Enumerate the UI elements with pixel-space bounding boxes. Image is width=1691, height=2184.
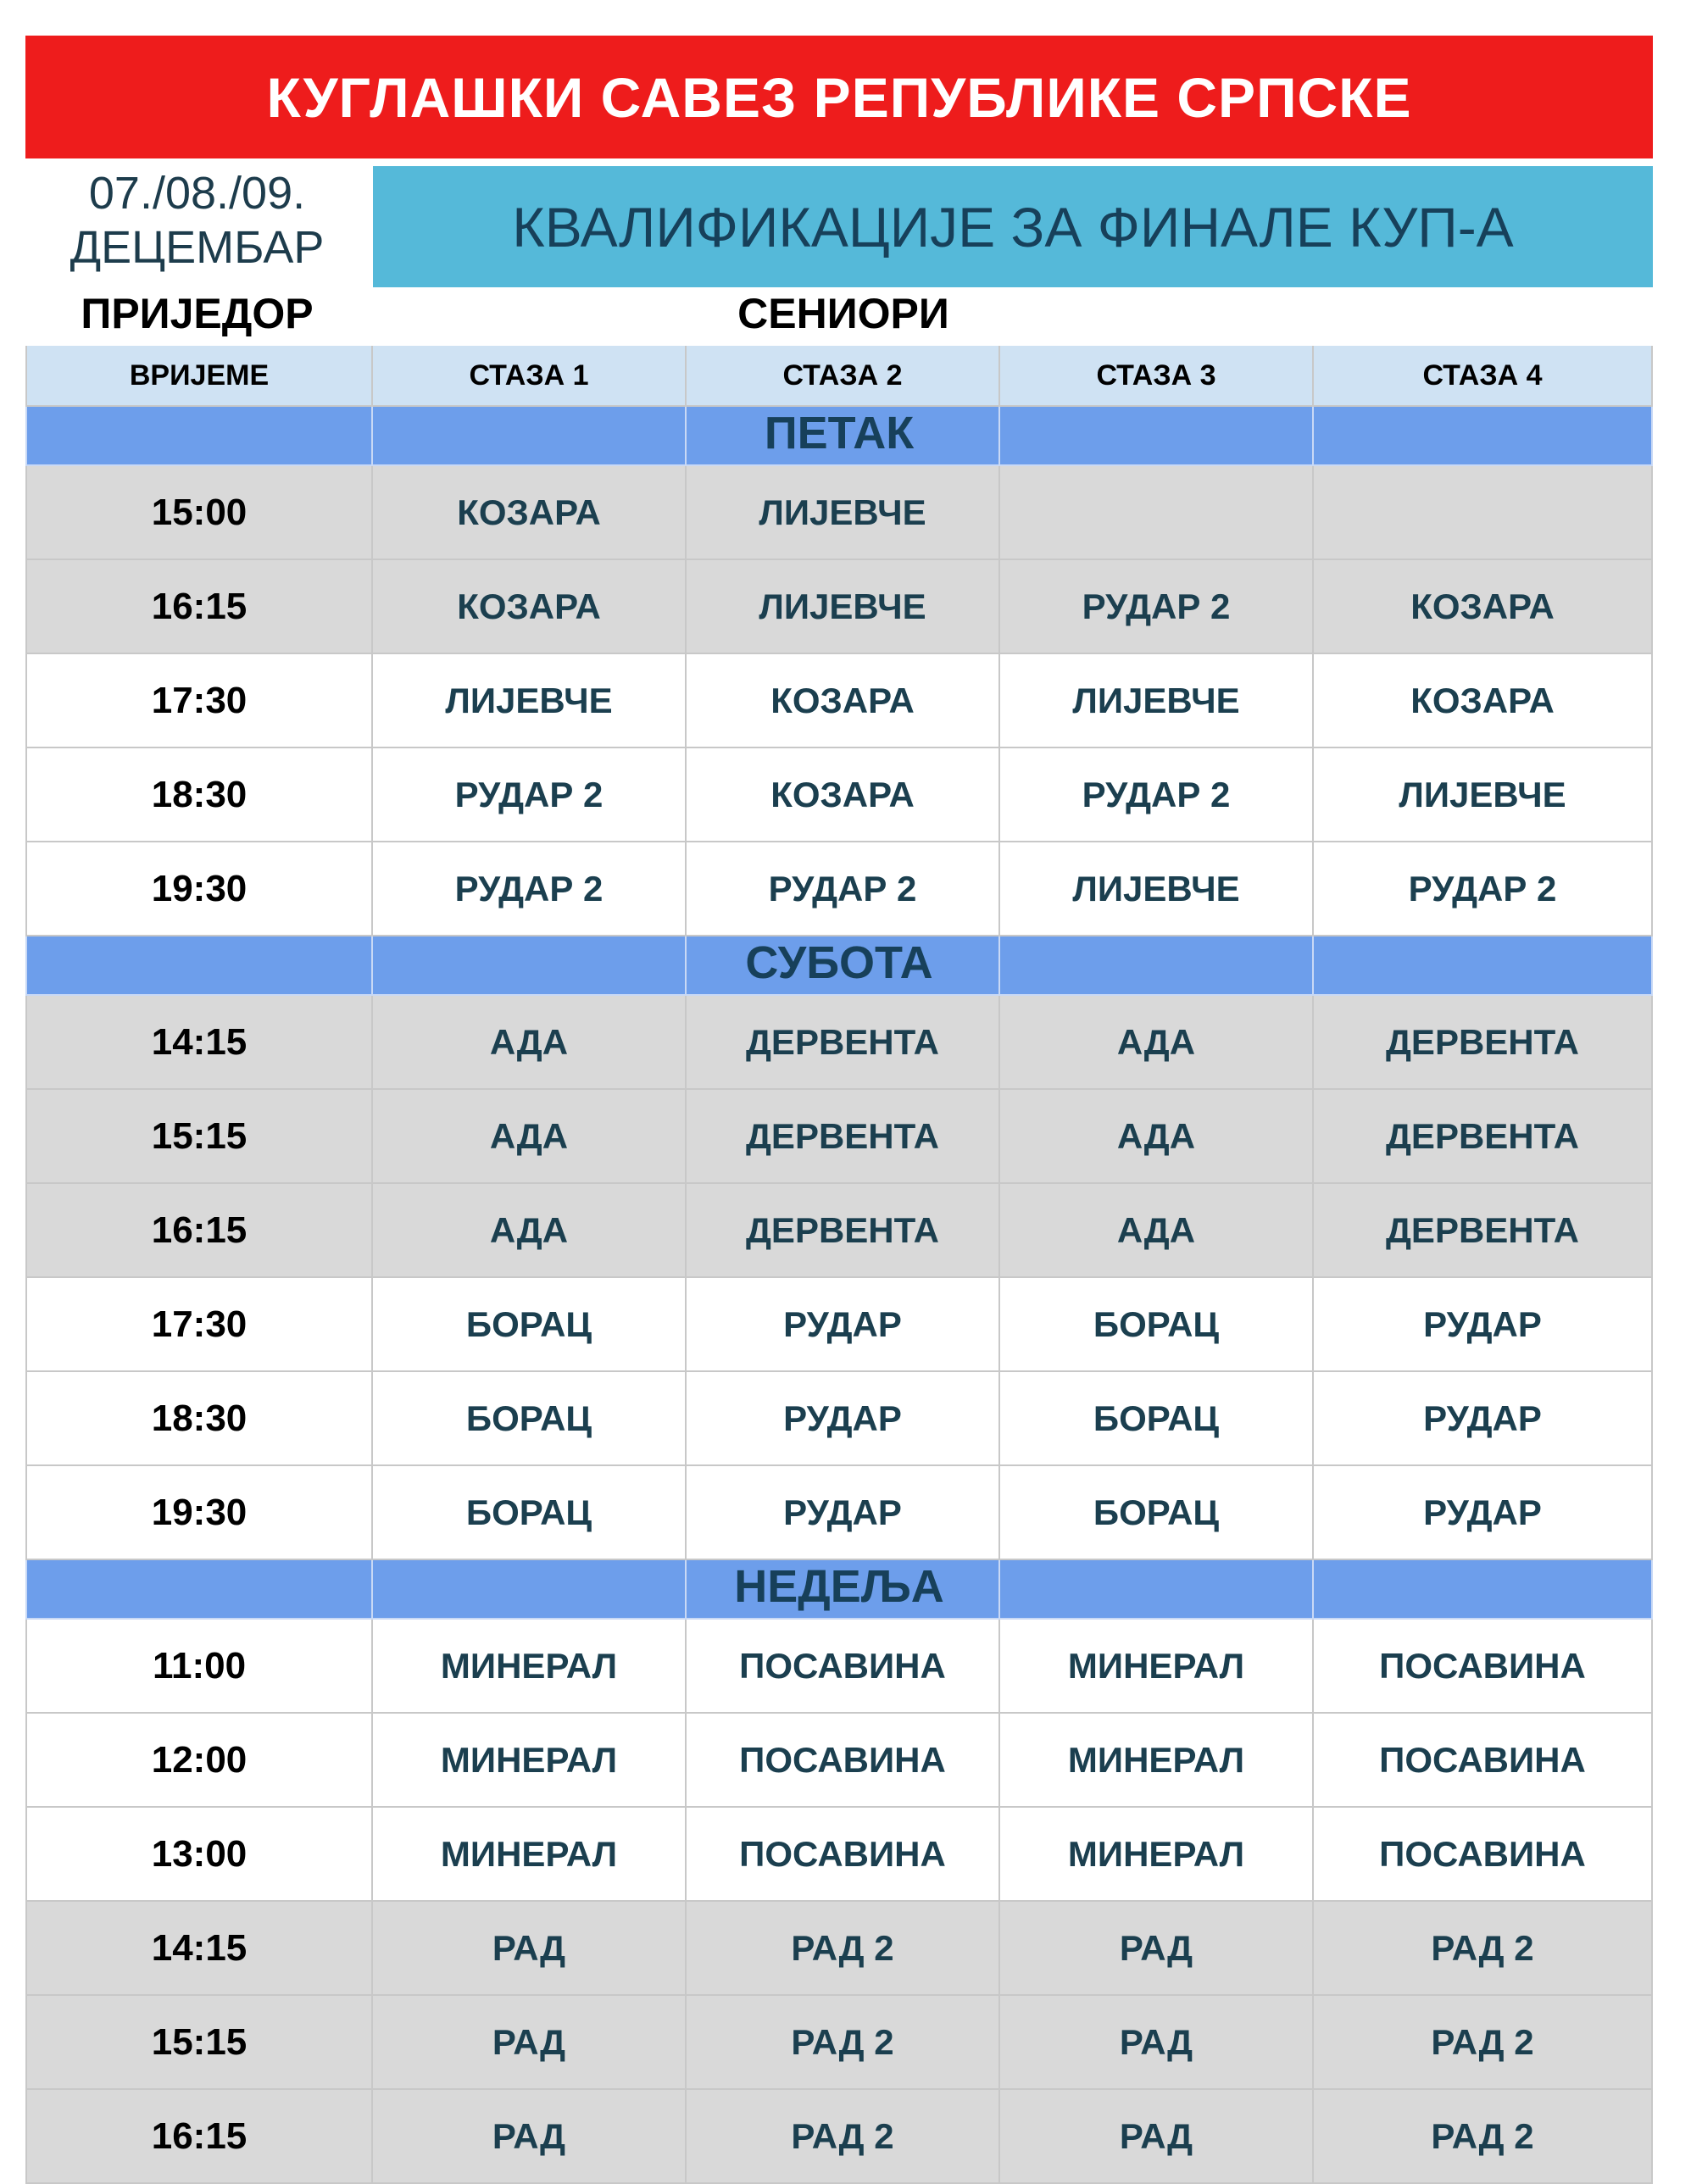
day-header-cell <box>25 407 373 466</box>
day-header-row <box>25 1560 1653 1620</box>
table-row <box>25 1184 1653 1278</box>
lane-4-team-cell: РАД 2 <box>1314 1902 1653 1996</box>
lane-1-team-cell: РАД <box>373 1996 687 2090</box>
lane-2-team-cell: КОЗАРА <box>687 748 1000 842</box>
table-row <box>25 1902 1653 1996</box>
lane-3-team-cell: БОРАЦ <box>1000 1372 1314 1466</box>
lane-2-team-cell: ДЕРВЕНТА <box>687 1184 1000 1278</box>
lane-2-team-cell: ЛИЈЕВЧЕ <box>687 560 1000 654</box>
day-header-row <box>25 936 1653 996</box>
lane-3-team-cell: ЛИЈЕВЧЕ <box>1000 654 1314 748</box>
table-row <box>25 748 1653 842</box>
column-header-lane-3: СТАЗА 3 <box>1000 346 1314 407</box>
time-cell: 15:15 <box>25 1090 373 1184</box>
lane-3-team-cell: БОРАЦ <box>1000 1466 1314 1560</box>
table-row <box>25 1620 1653 1714</box>
column-header-lane-4: СТАЗА 4 <box>1314 346 1653 407</box>
day-header-cell <box>1000 1560 1314 1620</box>
lane-1-team-cell: МИНЕРАЛ <box>373 1808 687 1902</box>
lane-1-team-cell: АДА <box>373 1090 687 1184</box>
day-header-cell <box>25 936 373 996</box>
lane-4-team-cell: РАД 2 <box>1314 1996 1653 2090</box>
table-row <box>25 560 1653 654</box>
lane-1-team-cell: РАД <box>373 2090 687 2184</box>
event-city: ПРИЈЕДОР <box>81 290 314 337</box>
table-row <box>25 1996 1653 2090</box>
lane-2-team-cell: ПОСАВИНА <box>687 1620 1000 1714</box>
lane-1-team-cell: КОЗАРА <box>373 560 687 654</box>
lane-3-team-cell: ЛИЈЕВЧЕ <box>1000 842 1314 936</box>
day-header-cell <box>1000 936 1314 996</box>
lane-4-team-cell: РУДАР 2 <box>1314 842 1653 936</box>
table-row <box>25 654 1653 748</box>
lane-4-team-cell: РАД 2 <box>1314 2090 1653 2184</box>
table-row <box>25 466 1653 560</box>
lane-2-team-cell: ПОСАВИНА <box>687 1808 1000 1902</box>
day-header-cell <box>687 407 1000 466</box>
lane-3-team-cell: МИНЕРАЛ <box>1000 1620 1314 1714</box>
day-header-cell <box>373 1560 687 1620</box>
lane-3-team-cell: РУДАР 2 <box>1000 748 1314 842</box>
time-cell: 16:15 <box>25 2090 373 2184</box>
lane-3-team-cell: АДА <box>1000 996 1314 1090</box>
lane-3-team-cell: РАД <box>1000 1902 1314 1996</box>
day-header-cell <box>373 936 687 996</box>
lane-4-team-cell: ДЕРВЕНТА <box>1314 1090 1653 1184</box>
lane-3-team-cell: АДА <box>1000 1184 1314 1278</box>
day-header-row <box>25 407 1653 466</box>
day-header-cell <box>1314 1560 1653 1620</box>
lane-1-team-cell: БОРАЦ <box>373 1278 687 1372</box>
lane-1-team-cell: БОРАЦ <box>373 1466 687 1560</box>
lane-4-team-cell: ПОСАВИНА <box>1314 1620 1653 1714</box>
lane-2-team-cell: РАД 2 <box>687 2090 1000 2184</box>
time-cell: 17:30 <box>25 1278 373 1372</box>
column-header-lane-1: СТАЗА 1 <box>373 346 687 407</box>
lane-4-team-cell: РУДАР <box>1314 1372 1653 1466</box>
lane-3-team-cell: РУДАР 2 <box>1000 560 1314 654</box>
time-cell: 17:30 <box>25 654 373 748</box>
lane-4-team-cell: КОЗАРА <box>1314 654 1653 748</box>
event-date <box>25 166 369 275</box>
event-title: КВАЛИФИКАЦИЈЕ ЗА ФИНАЛЕ КУП-А <box>512 195 1514 258</box>
lane-3-team-cell: МИНЕРАЛ <box>1000 1808 1314 1902</box>
table-row <box>25 996 1653 1090</box>
time-cell: 16:15 <box>25 560 373 654</box>
lane-1-team-cell: АДА <box>373 996 687 1090</box>
table-row <box>25 1372 1653 1466</box>
lane-3-team-cell: БОРАЦ <box>1000 1278 1314 1372</box>
event-days: 07./08./09. <box>88 168 306 219</box>
table-row <box>25 1278 1653 1372</box>
lane-2-team-cell: РУДАР <box>687 1278 1000 1372</box>
lane-3-team-cell: АДА <box>1000 1090 1314 1184</box>
day-name: СУБОТА <box>745 937 933 988</box>
day-header-cell <box>1000 407 1314 466</box>
day-header-cell <box>687 1560 1000 1620</box>
lane-3-team-cell <box>1000 466 1314 560</box>
day-header-cell <box>25 1560 373 1620</box>
lane-1-team-cell: БОРАЦ <box>373 1372 687 1466</box>
federation-title: КУГЛАШКИ САВЕЗ РЕПУБЛИКЕ СРПСКЕ <box>266 65 1412 129</box>
time-cell: 14:15 <box>25 996 373 1090</box>
lane-3-team-cell: РАД <box>1000 1996 1314 2090</box>
lane-1-team-cell: МИНЕРАЛ <box>373 1714 687 1808</box>
lane-4-team-cell: ПОСАВИНА <box>1314 1714 1653 1808</box>
lane-1-team-cell: КОЗАРА <box>373 466 687 560</box>
time-cell: 16:15 <box>25 1184 373 1278</box>
column-header-time: ВРИЈЕМЕ <box>25 346 373 407</box>
time-cell: 11:00 <box>25 1620 373 1714</box>
day-name: ПЕТАК <box>764 408 915 458</box>
event-category: СЕНИОРИ <box>737 290 949 337</box>
table-row <box>25 1808 1653 1902</box>
lane-1-team-cell: РУДАР 2 <box>373 842 687 936</box>
lane-4-team-cell: РУДАР <box>1314 1466 1653 1560</box>
lane-4-team-cell: ДЕРВЕНТА <box>1314 996 1653 1090</box>
lane-1-team-cell: МИНЕРАЛ <box>373 1620 687 1714</box>
lane-2-team-cell: ДЕРВЕНТА <box>687 996 1000 1090</box>
federation-banner <box>25 36 1653 158</box>
event-month: ДЕЦЕМБАР <box>70 222 325 273</box>
day-header-cell <box>1314 936 1653 996</box>
lane-4-team-cell: РУДАР <box>1314 1278 1653 1372</box>
lane-4-team-cell: ДЕРВЕНТА <box>1314 1184 1653 1278</box>
lane-4-team-cell: ПОСАВИНА <box>1314 1808 1653 1902</box>
lane-2-team-cell: РАД 2 <box>687 1902 1000 1996</box>
lane-2-team-cell: РУДАР <box>687 1372 1000 1466</box>
lane-3-team-cell: РАД <box>1000 2090 1314 2184</box>
schedule-table <box>25 346 1653 2184</box>
time-cell: 15:15 <box>25 1996 373 2090</box>
lane-1-team-cell: РАД <box>373 1902 687 1996</box>
lane-2-team-cell: ЛИЈЕВЧЕ <box>687 466 1000 560</box>
lane-1-team-cell: РУДАР 2 <box>373 748 687 842</box>
lane-3-team-cell: МИНЕРАЛ <box>1000 1714 1314 1808</box>
time-cell: 13:00 <box>25 1808 373 1902</box>
day-name: НЕДЕЉА <box>734 1561 944 1612</box>
time-cell: 12:00 <box>25 1714 373 1808</box>
lane-4-team-cell: КОЗАРА <box>1314 560 1653 654</box>
lane-1-team-cell: АДА <box>373 1184 687 1278</box>
time-cell: 19:30 <box>25 1466 373 1560</box>
lane-4-team-cell: ЛИЈЕВЧЕ <box>1314 748 1653 842</box>
lane-2-team-cell: РУДАР <box>687 1466 1000 1560</box>
lane-2-team-cell: РУДАР 2 <box>687 842 1000 936</box>
day-header-cell <box>373 407 687 466</box>
table-row <box>25 1466 1653 1560</box>
time-cell: 18:30 <box>25 1372 373 1466</box>
day-header-cell <box>1314 407 1653 466</box>
table-row <box>25 1090 1653 1184</box>
time-cell: 15:00 <box>25 466 373 560</box>
lane-2-team-cell: ДЕРВЕНТА <box>687 1090 1000 1184</box>
lane-2-team-cell: РАД 2 <box>687 1996 1000 2090</box>
table-row <box>25 1714 1653 1808</box>
event-title-box <box>373 166 1653 287</box>
table-header-row <box>25 346 1653 407</box>
lane-4-team-cell <box>1314 466 1653 560</box>
column-header-lane-2: СТАЗА 2 <box>687 346 1000 407</box>
table-row <box>25 842 1653 936</box>
time-cell: 18:30 <box>25 748 373 842</box>
lane-2-team-cell: ПОСАВИНА <box>687 1714 1000 1808</box>
table-row <box>25 2090 1653 2184</box>
lane-1-team-cell: ЛИЈЕВЧЕ <box>373 654 687 748</box>
lane-2-team-cell: КОЗАРА <box>687 654 1000 748</box>
time-cell: 14:15 <box>25 1902 373 1996</box>
time-cell: 19:30 <box>25 842 373 936</box>
day-header-cell <box>687 936 1000 996</box>
